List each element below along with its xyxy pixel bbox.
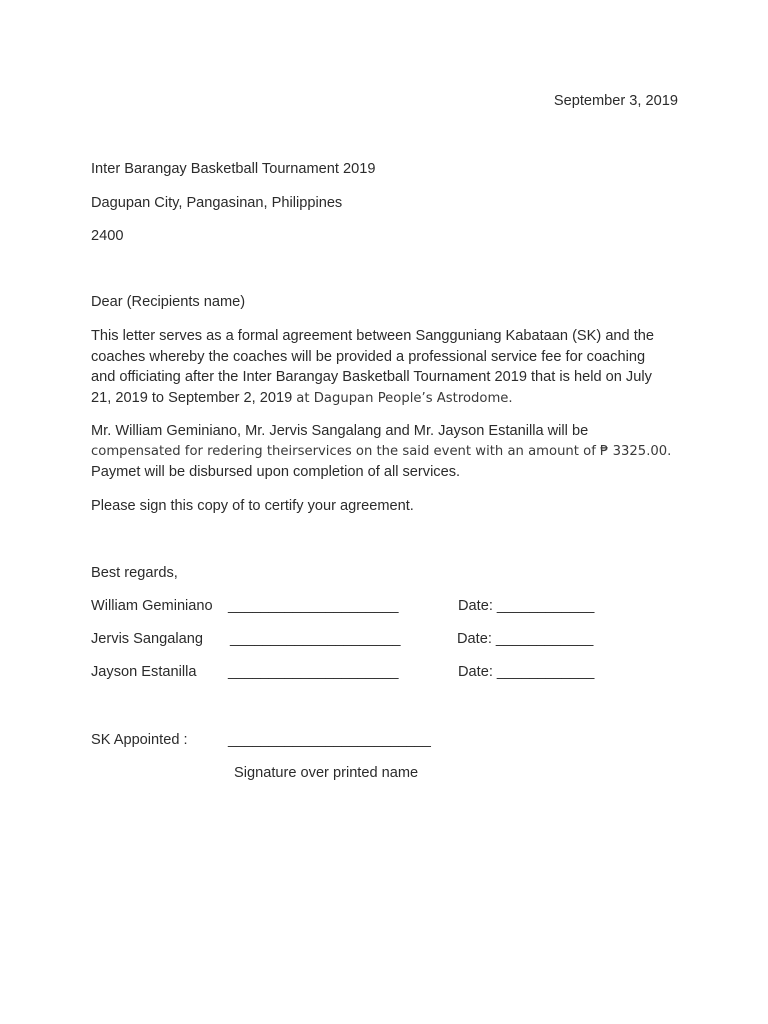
signature-row [91,663,691,681]
signature-line: _____________________ [228,598,399,614]
sk-signature-row [91,731,691,749]
date-field: Date: ____________ [458,664,595,680]
paragraph-compensation-line: Paymet will be disbursed upon completion of all services. [91,464,461,480]
sk-label: SK Appointed : [91,732,188,748]
paragraph-agreement-line: and officiating after the Inter Barangay Basketball Tournament 2019 that is held on July [91,369,652,385]
signatory-name: William Geminiano [91,598,213,614]
sk-signature-line: _________________________ [228,732,431,748]
signature-line: _____________________ [228,664,399,680]
closing: Best regards, [91,565,178,581]
salutation: Dear (Recipients name) [91,294,246,310]
address-event: Inter Barangay Basketball Tournament 2019 [91,161,376,177]
address-zip: 2400 [91,228,124,244]
date-field: Date: ____________ [458,598,595,614]
sign-request: Please sign this copy of to certify your agreement. [91,498,414,514]
paragraph-agreement-line: coaches whereby the coaches will be provided a professional service fee for coaching [91,348,646,365]
paragraph-agreement-line [91,388,691,410]
paragraph-agreement-dates: 21, 2019 to September 2, 2019 [91,389,297,406]
signature-row [91,597,691,615]
signatory-name: Jayson Estanilla [91,664,197,680]
date-field: Date: ____________ [457,631,594,647]
signature-row [91,630,691,648]
paragraph-agreement-venue: at Dagupan People’s Astrodome. [296,390,513,406]
address-city: Dagupan City, Pangasinan, Philippines [91,195,343,211]
paragraph-compensation [91,421,691,483]
signature-line: _____________________ [230,631,401,647]
paragraph-compensation-amount-line: compensated for redering theirservices on the said event with an amount of ₱ 3325.00. [91,443,672,459]
paragraph-agreement-line: This letter serves as a formal agreement between Sangguniang Kabataan (SK) and the [91,328,655,344]
letter-date: September 3, 2019 [553,93,678,109]
paragraph-agreement [91,326,691,409]
signature-caption: Signature over printed name [234,765,419,781]
paragraph-compensation-line: Mr. William Geminiano, Mr. Jervis Sangalang and Mr. Jayson Estanilla will be [91,423,589,439]
signatory-name: Jervis Sangalang [91,631,203,647]
